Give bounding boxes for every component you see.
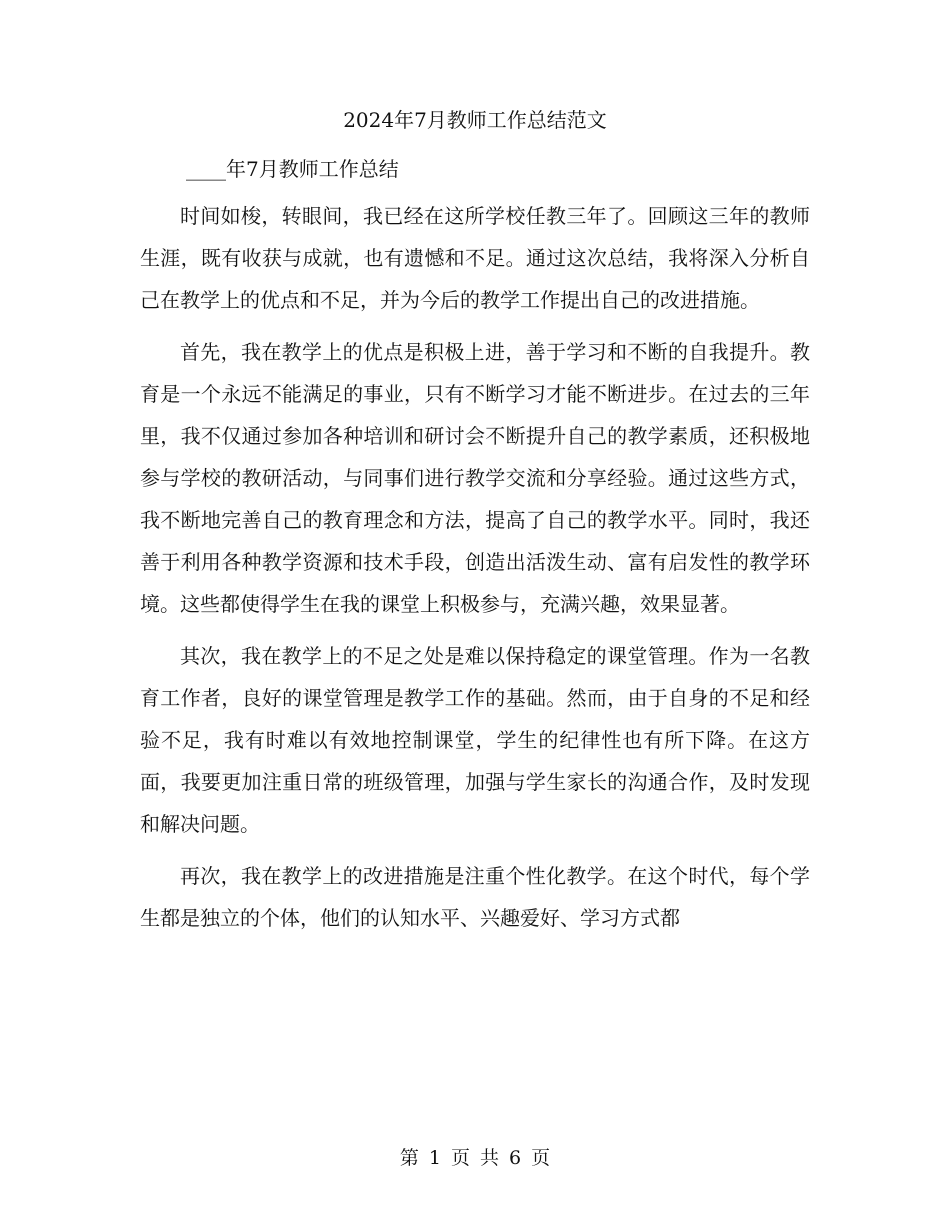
document-subtitle: ____年7月教师工作总结 xyxy=(186,157,399,181)
paragraph-2: 首先，我在教学上的优点是积极上进，善于学习和不断的自我提升。教育是一个永远不能满足的事业，只有不断学习才能不断进步。在过去的三年里，我不仅通过参加各种培训和研讨会不断提升自己的教学素质，还积极地参与学校的教研活动，与同事们进行教学交流和分享经验。通过这些方式，我不断地完善自己的教育理念和方法，提高了自己的教学水平。同时，我还善于利用各种教学资源和技术手段，创造出活泼生动、富有启发性的教学环境。这些都使得学生在我的课堂上积极参与，充满兴趣，效果显著。 xyxy=(140,340,810,616)
paragraph-4: 再次，我在教学上的改进措施是注重个性化教学。在这个时代，每个学生都是独立的个体，他们的认知水平、兴趣爱好、学习方式都 xyxy=(140,864,810,930)
paragraph-3: 其次，我在教学上的不足之处是难以保持稳定的课堂管理。作为一名教育工作者，良好的课堂管理是教学工作的基础。然而，由于自身的不足和经验不足，我有时难以有效地控制课堂，学生的纪律性也有所下降。在这方面，我要更加注重日常的班级管理，加强与学生家长的沟通合作，及时发现和解决问题。 xyxy=(140,644,810,836)
paragraph-1: 时间如梭，转眼间，我已经在这所学校任教三年了。回顾这三年的教师生涯，既有收获与成就，也有遗憾和不足。通过这次总结，我将深入分析自己在教学上的优点和不足，并为今后的教学工作提出自己的改进措施。 xyxy=(140,204,810,312)
document-body xyxy=(140,195,810,949)
document-title: 2024年7月教师工作总结范文 xyxy=(343,108,607,132)
page-number-footer: 第 1 页 共 6 页 xyxy=(399,1147,551,1169)
